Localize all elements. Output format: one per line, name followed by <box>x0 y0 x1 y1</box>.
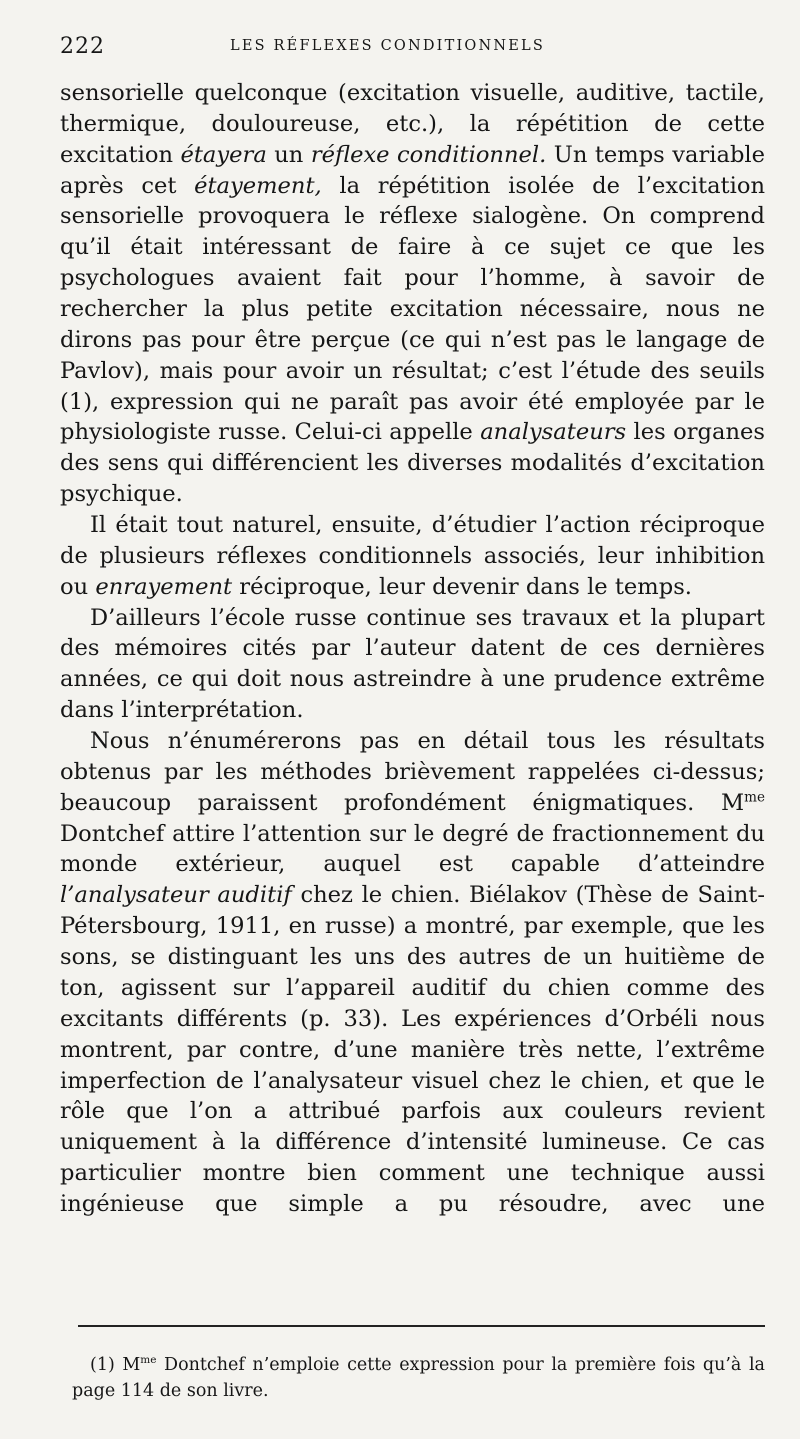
italic-text: enrayement <box>95 573 233 600</box>
text-run: Dontchef attire l’attention sur le degré de fractionnement du monde extérieur, auquel est capable d’atteindre <box>60 820 765 878</box>
text-run: chez le chien. Biélakov (Thèse de Saint-Pétersbourg, 1911, en russe) a montré, par exemple, que les sons, se distinguant les uns des autres de un huitième de ton, agissent sur l’appareil auditif du chien comme des excitants différents (p. 33). Les expériences d’Orbéli nous montrent, par contre, d’une manière très nette, l’extrême imperfection de l’analysateur visuel chez le chien, et que le rôle que l’on a attribué parfois aux couleurs revient uniquement à la différence d’intensité lumineuse. Ce cas particulier montre bien comment une technique aussi ingénieuse que simple a pu résoudre, avec une <box>60 882 765 1217</box>
paragraph <box>60 726 765 1220</box>
italic-text: étayement, <box>194 172 322 199</box>
running-title: LES RÉFLEXES CONDITIONNELS <box>230 38 546 54</box>
italic-text: étayera <box>180 141 267 168</box>
text-run: Un temps variable après cet <box>60 141 766 199</box>
text-run: Il était tout naturel, ensuite, d’étudier l’action réciproque de plusieurs réflexes conditionnels associés, leur inhibition ou <box>60 512 765 600</box>
italic-text: l’analysateur auditif <box>60 882 292 909</box>
footnotes <box>72 1352 765 1404</box>
footnote-rule <box>78 1325 765 1327</box>
page-number: 222 <box>60 34 105 59</box>
italic-text: analysateurs <box>480 419 627 446</box>
paragraph <box>60 603 765 726</box>
body-text <box>60 78 765 1220</box>
italic-text: réflexe conditionnel. <box>310 141 547 168</box>
text-run: Dontchef n’emploie cette expression pour la première fois qu’à la page 114 de son livre. <box>72 1355 765 1401</box>
text-run: les organes des sens qui différencient les diverses modalités d’excitation psychique. <box>60 419 765 508</box>
running-head <box>60 30 765 64</box>
text-run: Nous n’énumérerons pas en détail tous les résultats obtenus par les méthodes brièvement rappelées ci-dessus; beaucoup paraissent profondément énigmatiques. M <box>60 728 765 816</box>
text-run: réciproque, leur devenir dans le temps. <box>232 573 692 600</box>
footnote <box>72 1352 765 1404</box>
superscript: me <box>744 789 765 806</box>
text-run: D’ailleurs l’école russe continue ses travaux et la plupart des mémoires cités par l’auteur datent de ces dernières années, ce qui doit nous astreindre à une prudence extrême dans l’interprétation. <box>60 604 765 724</box>
text-run: (1) M <box>90 1355 141 1375</box>
paragraph <box>60 78 765 510</box>
text-run: sensorielle quelconque (excitation visuelle, auditive, tactile, thermique, douloureuse, etc.), la répétition de cette excitation <box>60 80 765 168</box>
superscript: me <box>140 1354 157 1367</box>
paragraph <box>60 510 765 603</box>
text-run: un <box>266 141 311 168</box>
text-run: la répétition isolée de l’excitation sensorielle provoquera le réflexe sialogène. On comprend qu’il était intéressant de faire à ce sujet ce que les psychologues avaient fait pour l’homme, à savoir de rechercher la plus petite excitation nécessaire, nous ne dirons pas pour être perçue (ce qui n’est pas le langage de Pavlov), mais pour avoir un résultat; c’est l’étude des seuils (1), expression qui ne paraît pas avoir été employée par le physiologiste russe. Celui-ci appelle <box>60 172 766 446</box>
